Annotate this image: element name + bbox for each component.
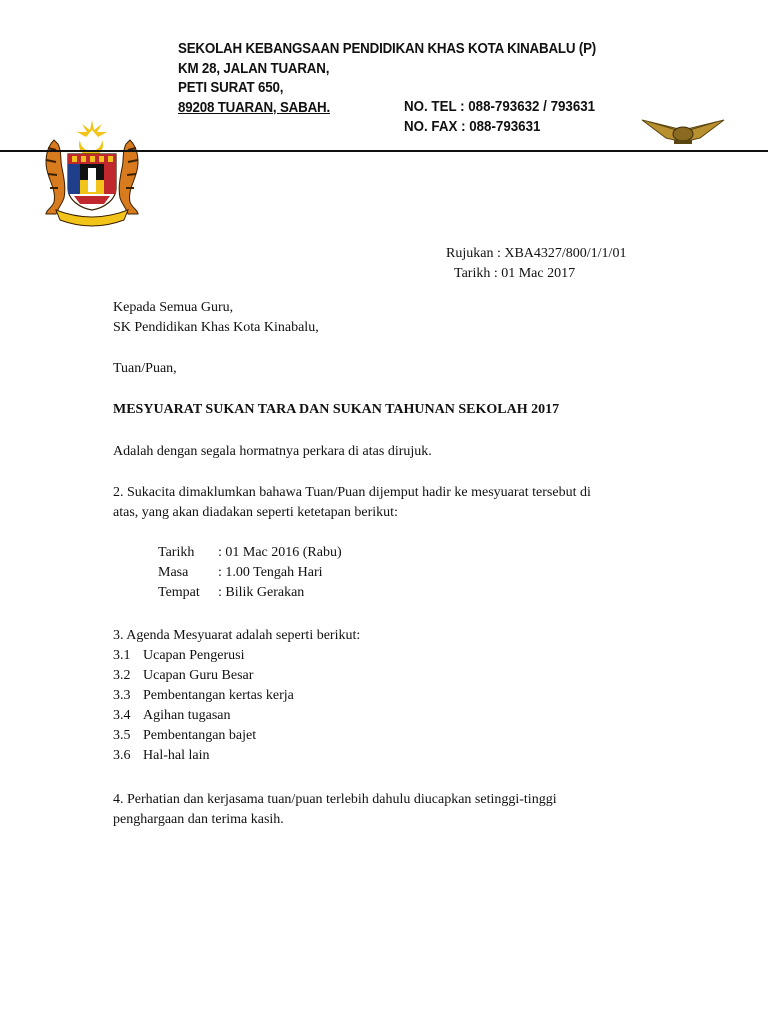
paragraph-4-line-1: 4. Perhatian dan kerjasama tuan/puan terlebih dahulu diucapkan setinggi-tinggi	[113, 792, 557, 807]
agenda-item-text: Hal-hal lain	[143, 748, 210, 763]
winged-emblem-logo	[640, 112, 726, 148]
fax-number: NO. FAX : 088-793631	[404, 118, 541, 135]
agenda-item-number: 3.5	[113, 728, 131, 743]
meeting-details	[158, 543, 342, 603]
meeting-date-value: : 01 Mac 2016 (Rabu)	[218, 545, 342, 560]
agenda-item-text: Agihan tugasan	[143, 708, 231, 723]
recipient-line-1: Kepada Semua Guru,	[113, 300, 234, 315]
meeting-time-value: : 1.00 Tengah Hari	[218, 565, 323, 580]
address-line-2: PETI SURAT 650,	[178, 80, 284, 96]
reference-number: Rujukan : XBA4327/800/1/1/01	[446, 246, 627, 261]
paragraph-4-line-2: penghargaan dan terima kasih.	[113, 812, 284, 827]
meeting-date-label: Tarikh	[158, 545, 195, 560]
letter-subject: MESYUARAT SUKAN TARA DAN SUKAN TAHUNAN SEKOLAH 2017	[113, 402, 560, 417]
agenda-item	[113, 646, 360, 666]
reference-date: Tarikh : 01 Mac 2017	[454, 266, 576, 281]
agenda-item-text: Ucapan Pengerusi	[143, 648, 245, 663]
agenda-item	[113, 706, 360, 726]
agenda-item-text: Ucapan Guru Besar	[143, 668, 254, 683]
agenda-item-number: 3.4	[113, 708, 131, 723]
paragraph-2-line-2: atas, yang akan diadakan seperti ketetapan berikut:	[113, 505, 398, 520]
salutation: Tuan/Puan,	[113, 361, 177, 376]
paragraph-2	[113, 483, 591, 523]
agenda-item-text: Pembentangan kertas kerja	[143, 688, 294, 703]
agenda-intro: 3. Agenda Mesyuarat adalah seperti berikut:	[113, 628, 361, 643]
paragraph-4	[113, 790, 557, 830]
coat-of-arms-logo	[34, 118, 150, 230]
meeting-venue-row	[158, 583, 342, 603]
reference-block	[446, 244, 626, 284]
agenda-item	[113, 726, 360, 746]
meeting-venue-value: : Bilik Gerakan	[218, 585, 305, 600]
meeting-time-label: Masa	[158, 565, 189, 580]
agenda-item	[113, 666, 360, 686]
agenda-item-text: Pembentangan bajet	[143, 728, 257, 743]
agenda-section	[113, 626, 360, 766]
paragraph-1: Adalah dengan segala hormatnya perkara di atas dirujuk.	[113, 444, 432, 459]
agenda-item-number: 3.1	[113, 648, 131, 663]
agenda-item-number: 3.3	[113, 688, 131, 703]
agenda-item-number: 3.6	[113, 748, 131, 763]
letterhead-contact	[404, 98, 595, 137]
agenda-item-number: 3.2	[113, 668, 131, 683]
meeting-venue-label: Tempat	[158, 585, 200, 600]
meeting-time-row	[158, 563, 342, 583]
recipient-block	[113, 298, 319, 338]
recipient-line-2: SK Pendidikan Khas Kota Kinabalu,	[113, 320, 319, 335]
agenda-item	[113, 746, 360, 766]
paragraph-2-line-1: 2. Sukacita dimaklumkan bahawa Tuan/Puan dijemput hadir ke mesyuarat tersebut di	[113, 485, 591, 500]
school-name: SEKOLAH KEBANGSAAN PENDIDIKAN KHAS KOTA KINABALU (P)	[178, 41, 597, 57]
meeting-date-row	[158, 543, 342, 563]
agenda-item	[113, 686, 360, 706]
header-divider	[0, 150, 768, 152]
address-line-1: KM 28, JALAN TUARAN,	[178, 60, 330, 77]
tel-number: NO. TEL : 088-793632 / 793631	[404, 99, 596, 115]
address-line-3: 89208 TUARAN, SABAH.	[178, 99, 331, 116]
